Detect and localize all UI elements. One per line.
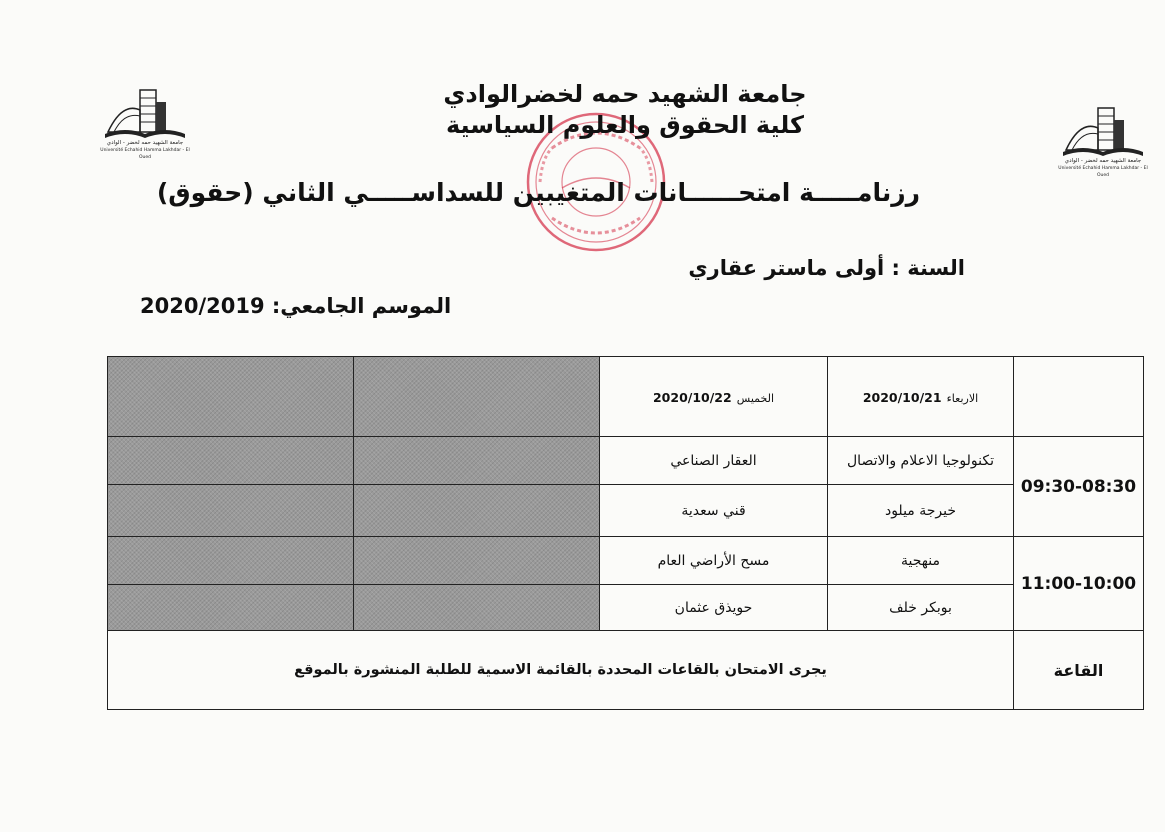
teacher-cell: قني سعدية	[600, 485, 828, 537]
teacher-cell: خيرجة ميلود	[828, 485, 1014, 537]
time-slot-2: 11:00-10:00	[1014, 537, 1144, 631]
season-label: الموسم الجامعي: 2020/2019	[140, 294, 452, 318]
table-header-row	[108, 357, 1144, 437]
logo-caption-ar: جامعة الشهيد حمه لخضر - الوادي	[1064, 158, 1142, 164]
day-name: الاربعاء	[946, 392, 979, 405]
table-row	[108, 537, 1144, 585]
hall-notice: يجرى الامتحان بالقاعات المحددة بالقائمة الاسمية للطلبة المنشورة بالموقع	[108, 631, 1014, 710]
faculty-name: كلية الحقوق والعلوم السياسية	[445, 111, 805, 139]
blank-cell	[108, 437, 354, 485]
calendar-title: رزنامـــــة امتحــــــانات المتغيبين للسداســـــي الثاني (حقوق)	[156, 178, 920, 207]
blank-cell	[354, 585, 600, 631]
day-date: 2020/10/21	[862, 390, 942, 405]
time-slot-1: 09:30-08:30	[1014, 437, 1144, 537]
subject-cell: مسح الأراضي العام	[600, 537, 828, 585]
subject-cell: العقار الصناعي	[600, 437, 828, 485]
subject-cell: منهجية	[828, 537, 1014, 585]
hall-label: القاعة	[1014, 631, 1144, 710]
teacher-cell: حويذق عثمان	[600, 585, 828, 631]
day-header-2	[600, 357, 828, 437]
year-label: السنة : أولى ماستر عقاري	[688, 256, 965, 280]
blank-cell	[354, 357, 600, 437]
university-logo-left	[100, 86, 190, 166]
blank-cell	[108, 537, 354, 585]
university-logo-right	[1058, 104, 1148, 184]
day-header-1	[828, 357, 1014, 437]
logo-caption-ar: جامعة الشهيد حمه لخضر - الوادي	[106, 140, 184, 146]
logo-caption-en: Université Echahid Hamma Lakhdar - El Oued	[1058, 166, 1148, 178]
blank-cell	[108, 585, 354, 631]
teacher-cell: بوبكر خلف	[828, 585, 1014, 631]
blank-cell	[354, 437, 600, 485]
table-row	[108, 485, 1144, 537]
blank-cell	[354, 485, 600, 537]
table-row	[108, 437, 1144, 485]
day-name: الخميس	[736, 392, 775, 405]
table-row	[108, 585, 1144, 631]
exam-schedule-table	[107, 356, 1144, 710]
logo-caption-en: Université Echahid Hamma Lakhdar - El Oued	[100, 148, 190, 160]
blank-cell	[108, 357, 354, 437]
university-name: جامعة الشهيد حمه لخضرالوادي	[443, 80, 807, 108]
hall-row	[108, 631, 1144, 710]
day-date: 2020/10/22	[652, 390, 732, 405]
empty-corner-cell	[1014, 357, 1144, 437]
blank-cell	[108, 485, 354, 537]
subject-cell: تكنولوجيا الاعلام والاتصال	[828, 437, 1014, 485]
blank-cell	[354, 537, 600, 585]
